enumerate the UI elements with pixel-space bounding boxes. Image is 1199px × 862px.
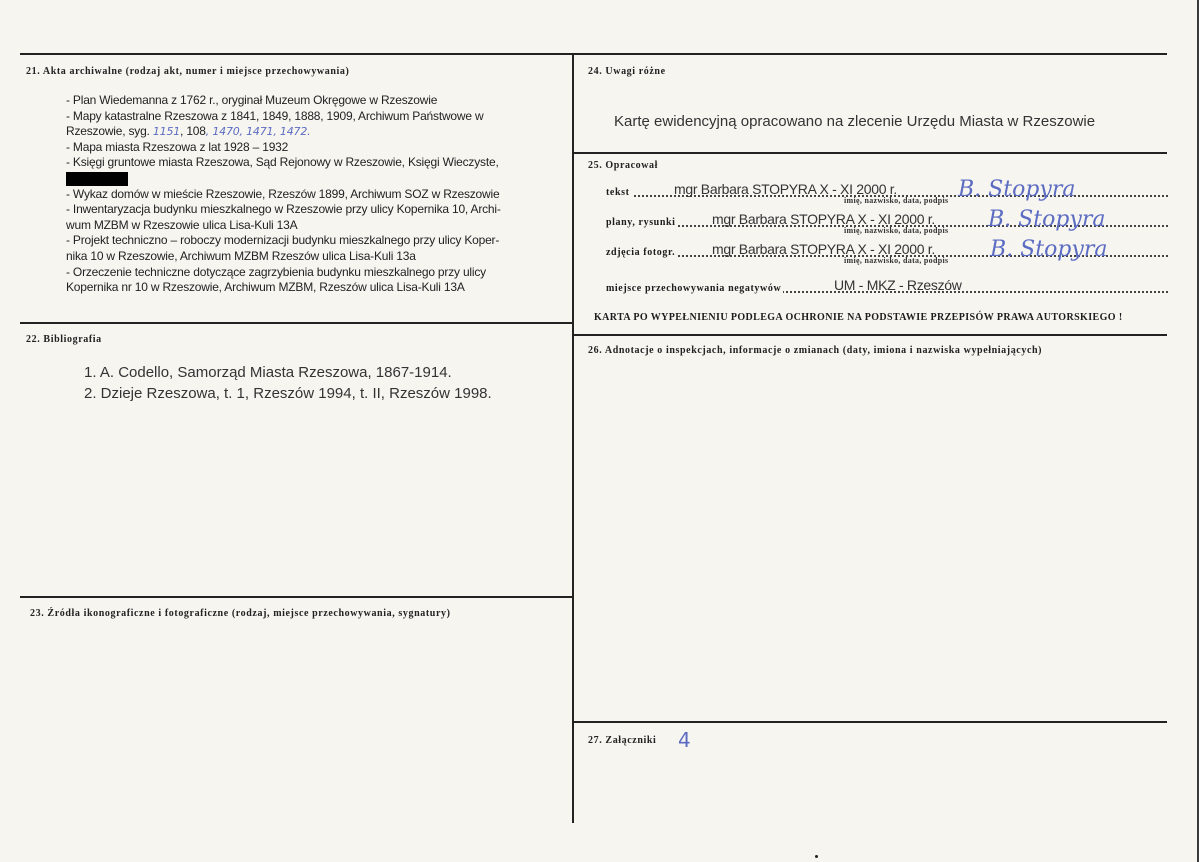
rule-22-23 <box>20 596 573 598</box>
handwritten-signature-number: 1151 <box>152 125 181 139</box>
center-divider <box>572 53 574 823</box>
section-25-number: 25. <box>588 160 603 171</box>
row-caption: imię, nazwisko, data, podpis <box>844 226 949 235</box>
section-26-header <box>588 345 1042 356</box>
list-item: - Wykaz domów w mieście Rzeszowie, Rzeszów 1899, Archiwum SOZ w Rzeszowie <box>66 186 500 201</box>
redacted-block <box>66 172 128 186</box>
list-item: - Księgi gruntowe miasta Rzeszowa, Sąd Rejonowy w Rzeszowie, Księgi Wieczyste, <box>66 155 499 170</box>
section-24-title: Uwagi różne <box>605 66 666 77</box>
section-21-title: Akta archiwalne <box>42 66 123 77</box>
section-26-title: Adnotacje o inspekcjach, informacje o zmianach <box>604 345 840 356</box>
row-label: plany, rysunki <box>606 217 676 228</box>
redaction-bar <box>66 171 571 187</box>
section-24-number: 24. <box>588 66 603 77</box>
list-item: - Inwentaryzacja budynku mieszkalnego w Rzeszowie przy ulicy Kopernika 10, Archi- <box>66 202 501 217</box>
list-item: wum MZBM w Rzeszowie ulica Lisa-Kuli 13A <box>66 217 298 232</box>
section-23-subtitle: (rodzaj, miejsce przechowywania, sygnatury) <box>231 608 451 619</box>
archive-list <box>66 93 571 296</box>
section-22-header <box>26 334 102 345</box>
section-27-title: Załączniki <box>605 735 657 746</box>
rule-25-26 <box>573 334 1167 336</box>
list-item: Kopernika nr 10 w Rzeszowie, Archiwum MZBM, Rzeszów ulica Lisa-Kuli 13A <box>66 280 465 295</box>
row-label: zdjęcia fotogr. <box>606 247 676 258</box>
copyright-notice: KARTA PO WYPEŁNIENIU PODLEGA OCHRONIE NA PODSTAWIE PRZEPISÓW PRAWA AUTORSKIEGO ! <box>594 312 1123 323</box>
row-value: mgr Barbara STOPYRA X - XI 2000 r. <box>674 181 897 197</box>
row-caption: imię, nazwisko, data, podpis <box>844 256 949 265</box>
handwritten-signature: B. Stopyra <box>958 177 1076 202</box>
list-item-text: Rzeszowie, syg. <box>66 124 150 139</box>
handwritten-signature: B. Stopyra <box>990 237 1108 262</box>
section-22-number: 22. <box>26 334 41 345</box>
section-27-number: 27. <box>588 735 603 746</box>
list-item: - Plan Wiedemanna z 1762 r., oryginał Muzeum Okręgowe w Rzeszowie <box>66 93 438 107</box>
top-rule <box>20 53 1167 55</box>
row-label: tekst <box>606 187 630 198</box>
row-value: mgr Barbara STOPYRA X - XI 2000 r. <box>712 211 935 227</box>
handwritten-signature-numbers: , 1470, 1471, 1472. <box>205 125 311 139</box>
list-item: nika 10 w Rzeszowie, Archiwum MZBM Rzeszów ulica Lisa-Kuli 13a <box>66 248 416 263</box>
list-item: 2. Dzieje Rzeszowa, t. 1, Rzeszów 1994, t. II, Rzeszów 1998. <box>84 385 492 402</box>
row-value: mgr Barbara STOPYRA X - XI 2000 r. <box>712 241 935 257</box>
list-item: 1. A. Codello, Samorząd Miasta Rzeszowa, 1867-1914. <box>84 364 452 381</box>
prepared-photos-row <box>606 237 1168 265</box>
section-27-header <box>588 735 656 746</box>
typed-signature-number: , 108 <box>180 124 206 139</box>
list-item <box>66 124 571 140</box>
negatives-storage-row <box>606 276 1168 296</box>
rule-21-22 <box>20 322 573 324</box>
section-23-header <box>30 608 451 619</box>
section-26-subtitle: (daty, imiona i nazwiska wypełniających) <box>842 345 1043 356</box>
section-25-header <box>588 160 658 171</box>
section-21-number: 21. <box>26 66 41 77</box>
section-23-number: 23. <box>30 608 45 619</box>
section-21-subtitle: (rodzaj akt, numer i miejsce przechowywania) <box>125 66 350 77</box>
list-item: - Projekt techniczno – roboczy modernizacji budynku mieszkalnego przy ulicy Koper- <box>66 233 500 248</box>
section-23-title: Źródła ikonograficzne i fotograficzne <box>47 608 229 619</box>
list-item: - Mapa miasta Rzeszowa z lat 1928 – 1932 <box>66 139 289 154</box>
attachments-count: 4 <box>678 728 691 752</box>
list-item: - Orzeczenie techniczne dotyczące zagrzybienia budynku mieszkalnego przy ulicy <box>66 264 486 279</box>
prepared-text-row <box>606 177 1168 205</box>
rule-26-27 <box>573 721 1167 723</box>
row-value: UM - MKZ - Rzeszów <box>834 277 962 293</box>
bibliography-list <box>84 362 492 404</box>
section-22-title: Bibliografia <box>43 334 102 345</box>
section-21-header <box>26 66 349 77</box>
row-caption: imię, nazwisko, data, podpis <box>844 196 949 205</box>
paper-speck <box>815 855 818 858</box>
handwritten-signature: B. Stopyra <box>988 207 1106 232</box>
row-label: miejsce przechowywania negatywów <box>606 283 782 294</box>
section-25-title: Opracował <box>605 160 659 171</box>
section-24-header <box>588 66 666 77</box>
section-26-number: 26. <box>588 345 603 356</box>
remarks-text: Kartę ewidencyjną opracowano na zlecenie Urzędu Miasta w Rzeszowie <box>614 113 1096 130</box>
prepared-plans-row <box>606 207 1168 235</box>
rule-24-25 <box>573 152 1167 154</box>
list-item: - Mapy katastralne Rzeszowa z 1841, 1849, 1888, 1909, Archiwum Państwowe w <box>66 108 484 123</box>
